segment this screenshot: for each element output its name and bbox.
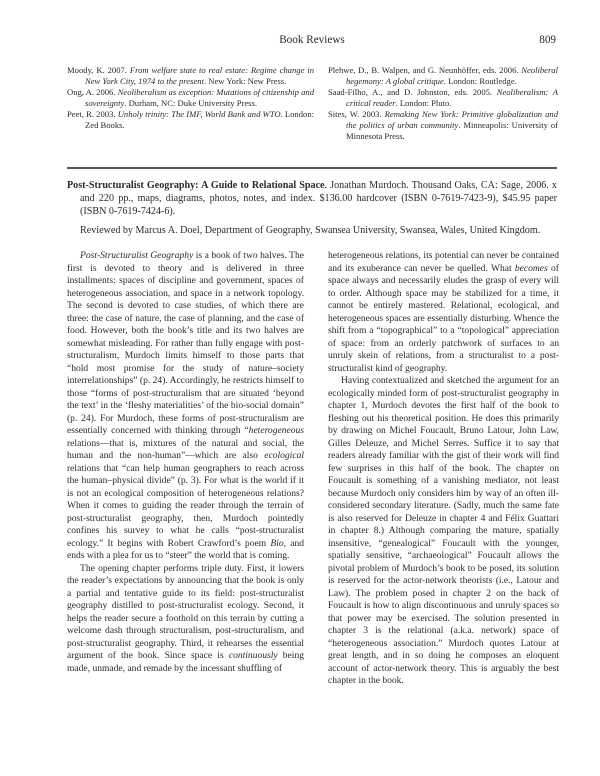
book-citation xyxy=(67,180,557,218)
reference-entry: Saad-Filho, A., and D. Johnston, eds. 2005. Neoliberalism: A critical reader. London: Pluto. xyxy=(328,87,558,108)
body-paragraph: heterogeneous relations, its potential can never be contained and its exuberance can never be quelled. What becomes of space always and necessarily eludes the grasp of every will to order. Although space may be stabilized for a time, it cannot be entirely mastered. Relational, ecological, and heterogeneous spaces are essentially disturbing. Whence the shift from a “topographical” to a “topological” appreciation of space: from an orderly patchwork of surfaces to an unruly skein of relations, from a structuralist to a post-structuralist kind of geography. xyxy=(328,250,559,374)
reference-entry: Peet, R. 2003. Unholy trinity: The IMF, World Bank and WTO. London: Zed Books. xyxy=(67,109,315,130)
references-right-column xyxy=(328,65,558,142)
book-details: . Jonathan Murdoch. Thousand Oaks, CA: Sage, 2006. x and 220 pp., maps, diagrams, photos, notes, and index. $136.00 hardcover (ISBN 0-7619-7423-9), $45.95 paper (ISBN 0-7619-7424-6). xyxy=(80,180,557,217)
review-body-right-column xyxy=(328,250,559,688)
reference-entry: Sites, W. 2003. Remaking New York: Primitive globalization and the politics of urban community. Minneapolis: University of Minnesota Press. xyxy=(328,109,558,141)
reference-entry: Ong, A. 2006. Neoliberalism as exception: Mutations of citizenship and sovereignty. Durham, NC: Duke University Press. xyxy=(67,87,314,108)
running-head-title: Book Reviews xyxy=(279,34,345,46)
references-left-column xyxy=(67,65,314,131)
running-head xyxy=(68,34,556,50)
page-number: 809 xyxy=(539,34,556,46)
reviewer-line: Reviewed by Marcus A. Doel, Department of Geography, Swansea University, Swansea, Wales, United Kingdom. xyxy=(80,225,541,236)
body-paragraph: The opening chapter performs triple duty. First, it lowers the reader’s expectations by announcing that the book is only a partial and tentative guide to its field: post-structuralist geography distilled to post-structuralist ecology. Second, it helps the reader secure a foothold on this terrain by cutting a welcome dash through structuralism, post-structuralism, and post-structuralist geography. Third, it rehearses the essential argument of the book. Since space is continuously being made, unmade, and remade by the incessant shuffling of xyxy=(67,562,304,674)
section-divider xyxy=(67,167,557,169)
review-body-left-column xyxy=(67,250,304,675)
reference-entry: Moody, K. 2007. From welfare state to real estate: Regime change in New York City, 1974 to the present. New York: New Press. xyxy=(67,65,314,86)
body-paragraph: Having contextualized and sketched the argument for an ecologically minded form of post-structuralist geography in chapter 1, Murdoch devotes the first half of the book to fleshing out his theoretical position. He does this primarily by drawing on Michel Foucault, Bruno Latour, John Law, Gilles Deleuze, and Michel Serres. Suffice it to say that readers already familiar with the gist of their work will find few surprises in this half of the book. The chapter on Foucault is something of a vanishing mediator, not least because Murdoch only considers him by way of an often ill-considered secondary literature. (Sadly, much the same fate is also reserved for Deleuze in chapter 4 and Félix Guattari in chapter 8.) Although comparing the mature, spatially insensitive, “genealogical” Foucault with the younger, spatially sensitive, “archaeological” Foucault allows the pivotal problem of Murdoch’s book to be posed, its solution is reserved for the actor-network theorists (i.e., Latour and Law). The problem posed in chapter 2 on the back of Foucault is how to align discontinuous and unruly spaces so that power may be exercised. The solution presented in chapter 3 is the relational (a.k.a. network) space of “heterogeneous association.” Murdoch quotes Latour at great length, and in so doing he composes an eloquent account of actor-network theory. This is arguably the best chapter in the book. xyxy=(328,375,559,686)
book-title: Post-Structuralist Geography: A Guide to Relational Space xyxy=(67,180,325,191)
body-paragraph: Post-Structuralist Geography is a book of two halves. The first is devoted to theory and is delivered in three installments: spaces of discipline and government, spaces of heterogeneous association, and space in a network topology. The second is devoted to case studies, of which there are three: the case of nature, the case of planning, and the case of food. However, both the book’s title and its two halves are somewhat misleading. For rather than fully engage with post-structuralism, Murdoch limits himself to those parts that “hold most promise for the study of nature–society interrelationships” (p. 24). Accordingly, he restricts himself to those “forms of post-structuralism that are situated ‘beyond the text’ in the ‘fleshy materialities’ of the bio-social domain” (p. 24). For Murdoch, these forms of post-structuralism are essentially concerned with thinking through “heterogeneous relations—that is, mixtures of the natural and social, the human and the non-human”—which are also ecological relations that “can help human geographers to reach across the human–physical divide” (p. 3). For what is the world if it is not an ecological composition of heterogeneous relations? When it comes to guiding the reader through the terrain of post-structuralist geography, then, Murdoch pointedly confines his survey to what he calls “post-structuralist ecology.” It begins with Robert Crawford’s poem Bio, and ends with a plea for us to “steer” the world that is coming. xyxy=(67,250,304,561)
reference-entry: Plehwe, D., B. Walpen, and G. Neunhöffer, eds. 2006. Neoliberal hegemony: A global critique. London: Routledge. xyxy=(328,65,558,86)
